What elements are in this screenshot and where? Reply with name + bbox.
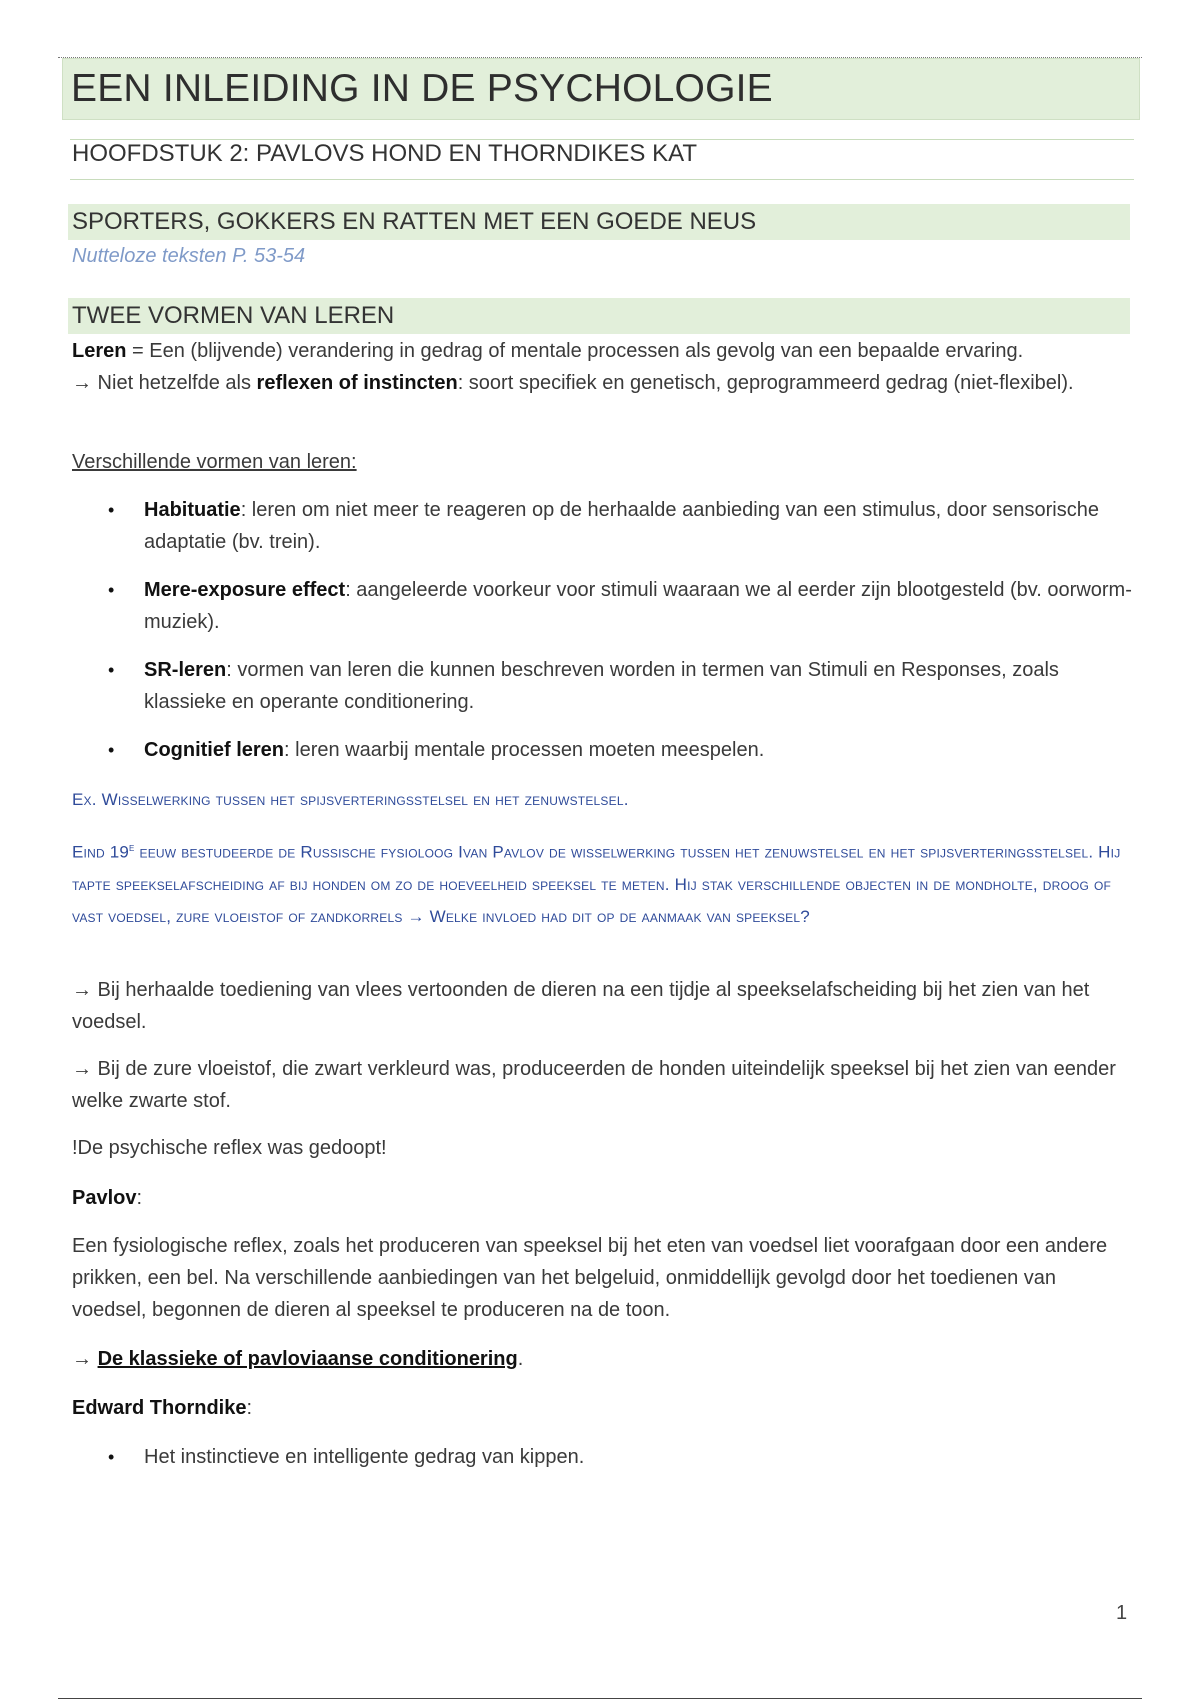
conditioning-period: . [517,1348,524,1370]
bullet-icon: • [108,500,115,520]
thorndike-name: Edward Thorndike [72,1397,247,1419]
bottom-rule [58,1698,1142,1699]
example-heading: Ex. Wisselwerking tussen het spijsverteringsstelsel en het zenuwstelsel. [72,790,629,809]
section-heading-sporters: SPORTERS, GOKKERS EN RATTEN MET EEN GOEDE NEUS [68,204,1130,240]
pavlov-paragraph: Een fysiologische reflex, zoals het produceren van speeksel bij het eten van voedsel liet voorafgaan door een andere prikken, een bel. Na verschillende aanbiedingen van het belgeluid, onmiddellijk gevolgd door het toedienen van voedsel, begonnen de dieren al speeksel te produceren na de toon. [72,1235,1108,1321]
definition-text: = Een (blijvende) verandering in gedrag of mentale processen als gevolg van een bepaalde ervaring. [126,340,1024,362]
list-item [72,574,1134,638]
bullet-icon: • [108,660,115,680]
note-text: : soort specifiek en genetisch, geprogrammeerd gedrag (niet-flexibel). [457,372,1074,394]
example-superscript: e [129,842,135,854]
document-title: EEN INLEIDING IN DE PSYCHOLOGIE [62,58,1140,120]
bullet-icon: • [108,580,115,600]
bullet-icon: • [108,1447,115,1467]
item-term: Mere-exposure effect [144,579,346,601]
item-text: : aangeleerde voorkeur voor stimuli waaraan we al eerder zijn blootgesteld (bv. oorworm-muziek). [144,579,1132,633]
item-text: : leren om niet meer te reageren op de herhaalde aanbieding van een stimulus, door sensorische adaptatie (bv. trein). [144,499,1099,553]
arrow-icon: → [72,1348,98,1370]
bullet-icon: • [108,740,115,760]
example-paragraph [72,832,1134,933]
note-term: reflexen of instincten [256,372,458,394]
list-item [72,494,1134,558]
list-heading: Verschillende vormen van leren: [72,451,357,473]
list-item [72,734,1134,766]
example-text-start: Eind 19 [72,842,130,862]
definition-leren [72,335,1132,367]
item-text: Het instinctieve en intelligente gedrag van kippen. [144,1446,585,1468]
thorndike-label [72,1392,1132,1424]
note-prefix: Niet hetzelfde als [92,372,257,394]
page-number: 1 [1116,1602,1128,1624]
list-item [72,1441,1134,1473]
item-term: Cognitief leren [144,739,285,761]
conditioning-term: De klassieke of pavloviaanse conditionering [97,1348,518,1370]
thorndike-colon: : [246,1397,253,1419]
reference-note: Nutteloze teksten P. 53-54 [72,245,306,267]
pavlov-name: Pavlov [72,1187,137,1209]
section-heading-twee-vormen: TWEE VORMEN VAN LEREN [68,298,1130,334]
item-text: : leren waarbij mentale processen moeten meespelen. [284,739,765,761]
item-term: Habituatie [144,499,241,521]
list-item [72,654,1134,718]
item-term: SR-leren [144,659,227,681]
observation-2: → Bij de zure vloeistof, die zwart verkleurd was, produceerden de honden uiteindelijk speeksel bij het zien van eender welke zwarte stof. [72,1058,1116,1112]
conditioning-line [72,1343,1132,1375]
learning-forms-list [72,494,1134,782]
thorndike-list [72,1441,1134,1489]
arrow-icon: → [72,372,92,394]
reflex-note [72,367,1132,399]
reflex-baptized-note: !De psychische reflex was gedoopt! [72,1137,387,1159]
pavlov-colon: : [136,1187,143,1209]
item-text: : vormen van leren die kunnen beschreven worden in termen van Stimuli en Responses, zoals klassieke en operante conditionering. [144,659,1059,713]
pavlov-label [72,1182,1132,1214]
definition-term: Leren [72,340,127,362]
chapter-rule-bottom [70,179,1134,180]
example-text-rest: eeuw bestudeerde de Russische fysioloog Ivan Pavlov de wisselwerking tussen het zenuwstelsel en het spijsverteringsstelsel. Hij tapte speekselafscheiding af bij honden om zo de hoeveelheid speeksel te meten. Hij stak verschillende objecten in de mondholte, droog of vast voedsel, zure vloeistof of zandkorrels → Welke invloed had dit op de aanmaak van speeksel? [72,842,1121,926]
chapter-heading: HOOFDSTUK 2: PAVLOVS HOND EN THORNDIKES KAT [72,140,697,167]
observation-1: → Bij herhaalde toediening van vlees vertoonden de dieren na een tijdje al speekselafscheiding bij het zien van het voedsel. [72,979,1090,1033]
